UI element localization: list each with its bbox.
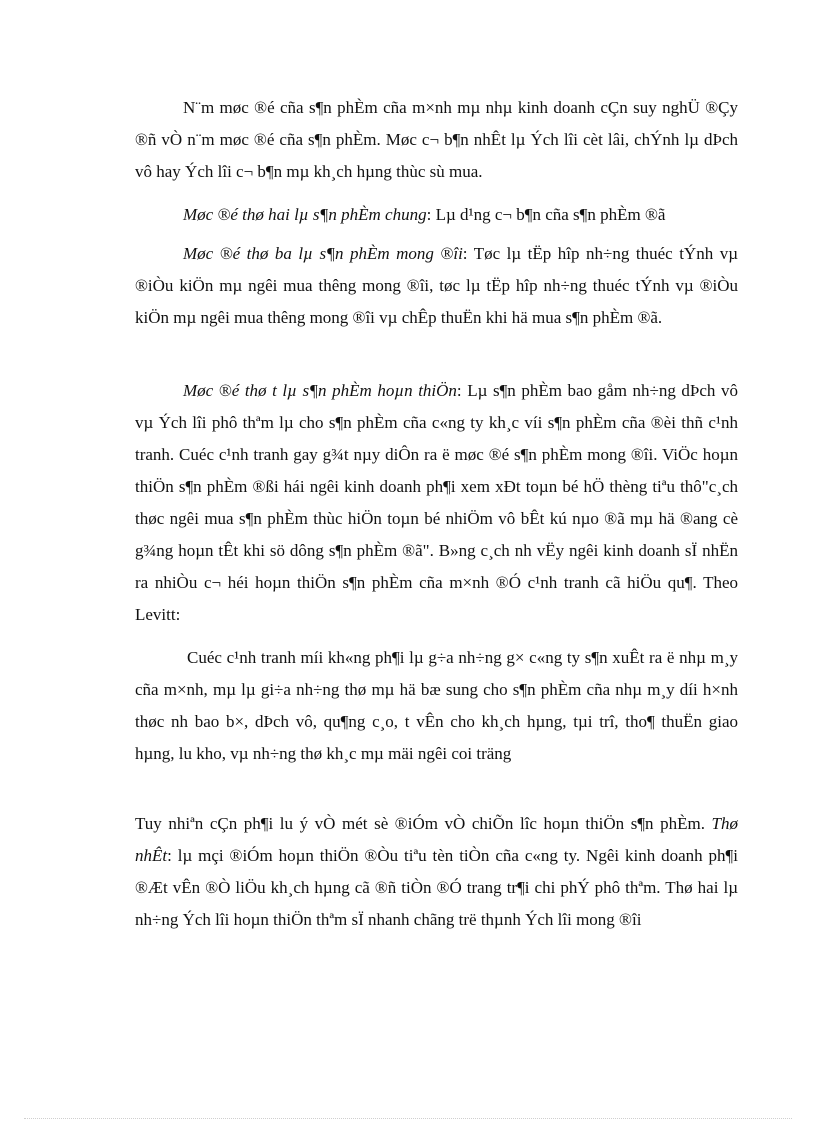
paragraph-expected-product [135, 238, 738, 334]
paragraph-lead: Møc ®é thø t lµ s¶n phÈm hoµn thiÖn [183, 381, 457, 400]
paragraph-text: : Tøc lµ tËp hîp nh÷ng thuéc tÝnh vµ ®iÒu kiÖn mµ ngêi mua thêng mong ®îi, tøc lµ tËp hîp nh÷ng thuéc tÝnh vµ ®iÒu kiÖn mµ ngêi mua thêng mong ®îi vµ chÊp thuËn khi hä mua s¶n phÈm ®ã. [135, 244, 739, 327]
paragraph-levitt-quote [135, 642, 738, 770]
paragraph-lead: Møc ®é thø hai lµ s¶n phÈm chung [183, 205, 427, 224]
paragraph-text: Tuy nhiªn cÇn ph¶i lu ý vÒ mét sè ®iÓm vÒ chiÕn lîc hoµn thiÖn s¶n phÈm. [135, 814, 712, 833]
paragraph-product-levels [135, 92, 738, 188]
paragraph-text: N¨m møc ®é cña s¶n phÈm cña m×nh mµ nhµ kinh doanh cÇn suy nghÜ ®Çy ®ñ vÒ n¨m møc ®é cña s¶n phÈm. Møc c¬ b¶n nhÊt lµ Ých lîi cèt lâi, chÝnh lµ dÞch vô hay Ých lîi c¬ b¶n mµ kh¸ch hµng thùc sù mua. [135, 98, 738, 181]
paragraph-text: : lµ mçi ®iÓm hoµn thiÖn ®Òu tiªu tèn tiÒn cña c«ng ty. Ngêi kinh doanh ph¶i ®Æt vÊn ®Ò liÖu kh¸ch hµng cã ®ñ tiÒn ®Ó trang tr¶i chi phÝ phô thªm. Thø hai lµ nh÷ng Ých lîi hoµn thiÖn thªm sÏ nhanh chãng trë thµnh Ých lîi mong ®îi [135, 846, 738, 929]
paragraph-text: Cuéc c¹nh tranh míi kh«ng ph¶i lµ g÷a nh÷ng g× c«ng ty s¶n xuÊt ra ë nhµ m¸y cña m×nh, mµ lµ gi÷a nh÷ng thø mµ hä bæ sung cho s¶n phÈm cña nhµ m¸y díi h×nh thøc nh bao b×, dÞch vô, qu¶ng c¸o, t vÊn cho kh¸ch hµng, tµi trî, tho¶ thuËn giao hµng, lu kho, vµ nh÷ng thø kh¸c mµ mäi ngêi coi träng [135, 648, 738, 763]
page-bottom-rule [24, 1118, 792, 1119]
paragraph-augmentation-notes [135, 808, 738, 936]
paragraph-text: : Lµ d¹ng c¬ b¶n cña s¶n phÈm ®ã [426, 205, 666, 224]
paragraph-lead: Møc ®é thø ba lµ s¶n phÈm mong ®îi [183, 244, 463, 263]
paragraph-augmented-product [135, 375, 738, 631]
paragraph-lead: Thø nhÊt [135, 814, 738, 865]
paragraph-generic-product [135, 199, 738, 231]
paragraph-text: : Lµ s¶n phÈm bao gåm nh÷ng dÞch vô vµ Ých lîi phô thªm lµ cho s¶n phÈm cña c«ng ty kh¸c víi s¶n phÈm cña ®èi thñ c¹nh tranh. Cuéc c¹nh tranh gay g¾t nµy diÔn ra ë møc ®é s¶n phÈm mong ®îi. ViÖc hoµn thiÖn s¶n phÈm ®ßi hái ngêi kinh doanh ph¶i xem xÐt toµn bé hÖ thèng tiªu thô"c¸ch thøc ngêi mua s¶n phÈm thùc hiÖn toµn bé nhiÖm vô bÊt kú nµo ®ã mµ hä ®ang cè g¾ng hoµn tÊt khi sö dông s¶n phÈm ®ã". B»ng c¸ch nh vËy ngêi kinh doanh sÏ nhËn ra nhiÒu c¬ héi hoµn thiÖn s¶n phÈm cña m×nh ®Ó c¹nh tranh cã hiÖu qu¶. Theo Levitt: [135, 381, 738, 624]
